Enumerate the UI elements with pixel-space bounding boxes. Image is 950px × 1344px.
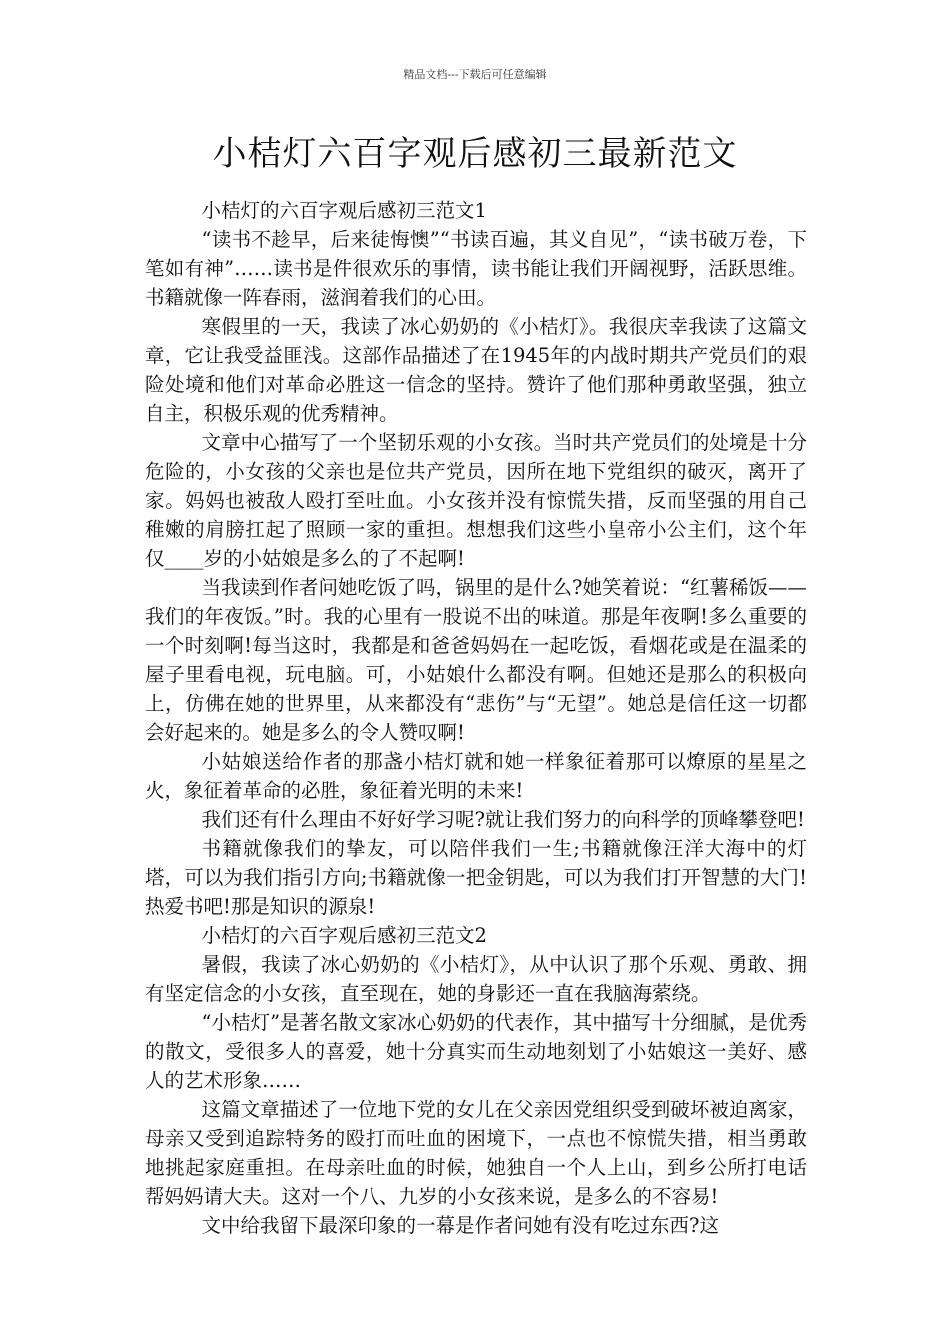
- paragraph: 当我读到作者问她吃饭了吗，锅里的是什么?她笑着说：“红薯稀饭——我们的年夜饭。”时。我的心里有一股说不出的味道。那是年夜啊!多么重要的一个时刻啊!每当这时，我都是和爸爸妈妈在一起吃饭，看烟花或是在温柔的屋子里看电视，玩电脑。可，小姑娘什么都没有啊。但她还是那么的积极向上，仿佛在她的世界里，从来都没有“悲伤”与“无望”。她总是信任这一切都会好起来的。她是多么的令人赞叹啊!: [145, 576, 807, 744]
- paragraph: 我们还有什么理由不好好学习呢?就让我们努力的向科学的顶峰攀登吧!: [201, 808, 805, 831]
- header-note: 精品文档---下载后可任意编辑: [403, 68, 547, 81]
- paragraph: 寒假里的一天，我读了冰心奶奶的《小桔灯》。我很庆幸我读了这篇文章，它让我受益匪浅。这部作品描述了在1945年的内战时期共产党员们的艰险处境和他们对革命必胜这一信念的坚持。赞许了他们那种勇敢坚强，独立自主，积极乐观的优秀精神。: [145, 315, 807, 425]
- paragraph: 文中给我留下最深印象的一幕是作者问她有没有吃过东西?这: [201, 1214, 720, 1237]
- paragraph: “读书不趁早，后来徒悔懊”“书读百遍，其义自见”，“读书破万卷，下笔如有神”……读书是件很欢乐的事情，读书能让我们开阔视野，活跃思维。书籍就像一阵春雨，滋润着我们的心田。: [145, 228, 807, 309]
- paragraph: 小姑娘送给作者的那盏小桔灯就和她一样象征着那可以燎原的星星之火，象征着革命的必胜，象征着光明的未来!: [145, 750, 807, 802]
- paragraph: “小桔灯”是著名散文家冰心奶奶的代表作，其中描写十分细腻，是优秀的散文，受很多人的喜爱，她十分真实而生动地刻划了小姑娘这一美好、感人的艺术形象……: [145, 1011, 807, 1092]
- paragraph: 这篇文章描述了一位地下党的女儿在父亲因党组织受到破坏被迫离家，母亲又受到追踪特务的殴打而吐血的困境下，一点也不惊慌失措，相当勇敢地挑起家庭重担。在母亲吐血的时候，她独自一个人上山，到乡公所打电话帮妈妈请大夫。这对一个八、九岁的小女孩来说，是多么的不容易!: [145, 1098, 807, 1208]
- document-body: [145, 196, 807, 1240]
- paragraph: 文章中心描写了一个坚韧乐观的小女孩。当时共产党员们的处境是十分危险的，小女孩的父亲也是位共产党员，因所在地下党组织的破灭，离开了家。妈妈也被敌人殴打至吐血。小女孩并没有惊慌失措，反而坚强的用自己稚嫩的肩膀扛起了照顾一家的重担。想想我们这些小皇帝小公主们，这个年仅____岁的小姑娘是多么的了不起啊!: [145, 431, 807, 570]
- paragraph: 书籍就像我们的挚友，可以陪伴我们一生;书籍就像汪洋大海中的灯塔，可以为我们指引方向;书籍就像一把金钥匙，可以为我们打开智慧的大门!热爱书吧!那是知识的源泉!: [145, 837, 807, 918]
- section-heading: 小桔灯的六百字观后感初三范文2: [201, 924, 487, 947]
- section-heading: 小桔灯的六百字观后感初三范文1: [201, 199, 487, 222]
- document-title: 小桔灯六百字观后感初三最新范文: [212, 134, 738, 174]
- paragraph: 暑假，我读了冰心奶奶的《小桔灯》，从中认识了那个乐观、勇敢、拥有坚定信念的小女孩，直至现在，她的身影还一直在我脑海萦绕。: [145, 953, 807, 1005]
